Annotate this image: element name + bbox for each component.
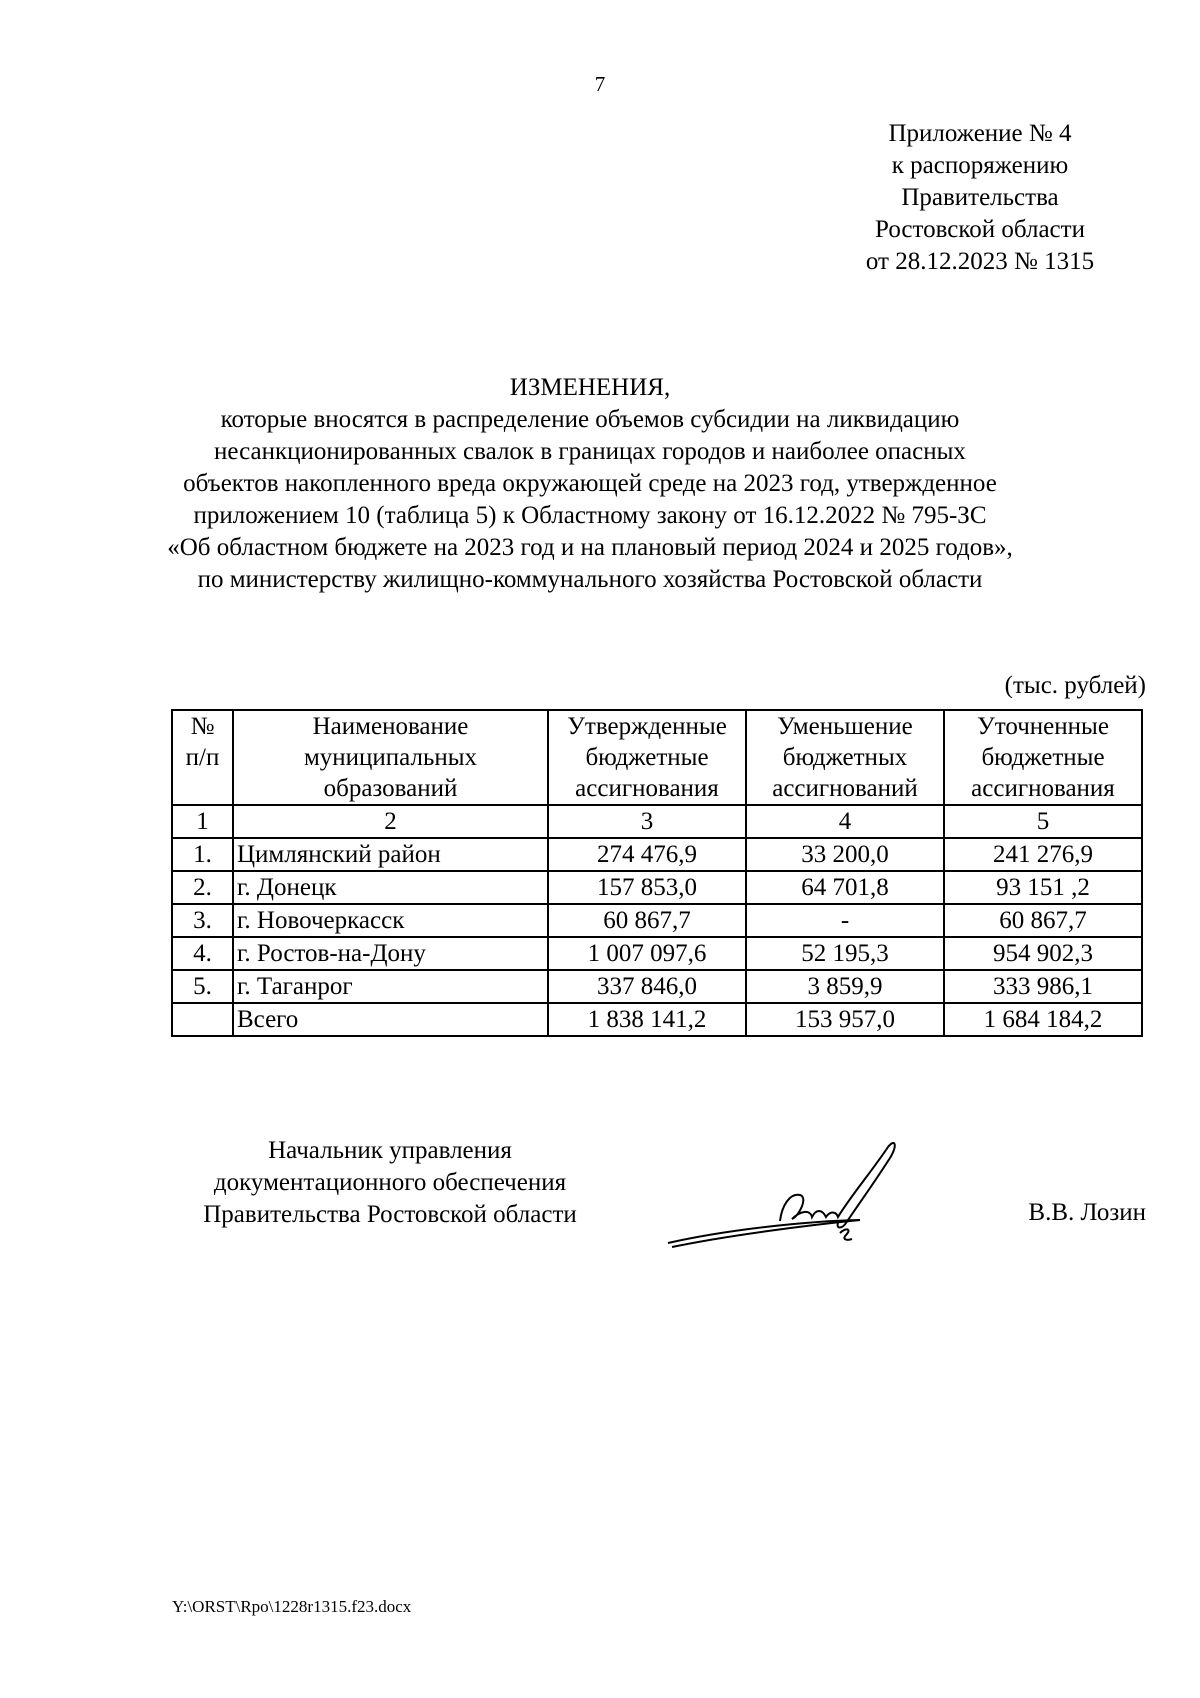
- row-municipality: г. Ростов-на-Дону: [233, 937, 548, 970]
- row-number: 3.: [172, 904, 233, 937]
- appendix-line: от 28.12.2023 № 1315: [865, 248, 1095, 275]
- handwritten-signature: [660, 1125, 950, 1265]
- table-row: [172, 904, 1142, 937]
- signatory-position-line: Правительства Ростовской области: [203, 1201, 577, 1228]
- table-header-row: [172, 710, 1142, 805]
- total-row: [172, 1003, 1142, 1036]
- column-number: 5: [944, 805, 1142, 838]
- subtitle-line: объектов накопленного вреда окружающей среде на 2023 год, утвержденное: [183, 470, 997, 497]
- row-reduction: 3 859,9: [746, 970, 944, 1003]
- row-approved: 274 476,9: [548, 838, 746, 871]
- subtitle-line: которые вносятся в распределение объемов субсидии на ликвидацию: [220, 406, 960, 433]
- appendix-line: к распоряжению: [891, 152, 1069, 179]
- row-refined: 954 902,3: [944, 937, 1142, 970]
- subtitle-line: «Об областном бюджете на 2023 год и на плановый период 2024 и 2025 годов»,: [167, 534, 1013, 561]
- header-refined: Уточненные бюджетные ассигнования: [944, 710, 1142, 805]
- column-number: 3: [548, 805, 746, 838]
- document-title: ИЗМЕНЕНИЯ,: [509, 374, 671, 401]
- table-row: [172, 937, 1142, 970]
- table-row: [172, 970, 1142, 1003]
- row-number: 1.: [172, 838, 233, 871]
- row-number: 2.: [172, 871, 233, 904]
- budget-table-container: [171, 709, 1143, 1037]
- row-approved: 337 846,0: [548, 970, 746, 1003]
- row-refined: 93 151 ,2: [944, 871, 1142, 904]
- row-reduction: 52 195,3: [746, 937, 944, 970]
- footer-file-path: Y:\ORST\Rpo\1228r1315.f23.docx: [172, 1597, 412, 1616]
- column-number: 1: [172, 805, 233, 838]
- header-number: № п/п: [172, 710, 233, 805]
- units-label: (тыс. рублей): [1004, 672, 1146, 699]
- row-municipality: Цимлянский район: [233, 838, 548, 871]
- column-number: 4: [746, 805, 944, 838]
- total-reduction: 153 957,0: [746, 1003, 944, 1036]
- budget-table: [171, 709, 1143, 1037]
- row-approved: 157 853,0: [548, 871, 746, 904]
- total-label: Всего: [233, 1003, 548, 1036]
- row-municipality: г. Новочеркасск: [233, 904, 548, 937]
- header-municipality: Наименование муниципальных образований: [233, 710, 548, 805]
- document-title-block: [140, 372, 1040, 596]
- subtitle-line: по министерству жилищно-коммунального хозяйства Ростовской области: [197, 566, 983, 593]
- subtitle-line: приложением 10 (таблица 5) к Областному закону от 16.12.2022 № 795-ЗС: [193, 502, 987, 529]
- row-approved: 1 007 097,6: [548, 937, 746, 970]
- appendix-line: Ростовской области: [875, 216, 1085, 243]
- row-refined: 60 867,7: [944, 904, 1142, 937]
- appendix-line: Правительства: [901, 184, 1059, 211]
- appendix-reference: [830, 118, 1130, 278]
- row-reduction: -: [746, 904, 944, 937]
- table-row: [172, 838, 1142, 871]
- signatory-position-line: Начальник управления: [268, 1137, 512, 1164]
- signatory-name: В.В. Лозин: [1028, 1199, 1146, 1226]
- table-row: [172, 871, 1142, 904]
- total-approved: 1 838 141,2: [548, 1003, 746, 1036]
- row-number: 5.: [172, 970, 233, 1003]
- row-municipality: г. Донецк: [233, 871, 548, 904]
- row-approved: 60 867,7: [548, 904, 746, 937]
- total-number: [172, 1003, 233, 1036]
- column-number-row: [172, 805, 1142, 838]
- column-number: 2: [233, 805, 548, 838]
- total-refined: 1 684 184,2: [944, 1003, 1142, 1036]
- row-number: 4.: [172, 937, 233, 970]
- row-reduction: 33 200,0: [746, 838, 944, 871]
- signatory-position: [170, 1135, 610, 1231]
- page-number: 7: [594, 72, 606, 96]
- row-reduction: 64 701,8: [746, 871, 944, 904]
- header-approved: Утвержденные бюджетные ассигнования: [548, 710, 746, 805]
- row-refined: 333 986,1: [944, 970, 1142, 1003]
- signature-image: [660, 1125, 950, 1260]
- header-reduction: Уменьшение бюджетных ассигнований: [746, 710, 944, 805]
- appendix-line: Приложение № 4: [888, 120, 1072, 147]
- subtitle-line: несанкционированных свалок в границах городов и наиболее опасных: [214, 438, 966, 465]
- row-municipality: г. Таганрог: [233, 970, 548, 1003]
- signatory-position-line: документационного обеспечения: [213, 1169, 567, 1196]
- row-refined: 241 276,9: [944, 838, 1142, 871]
